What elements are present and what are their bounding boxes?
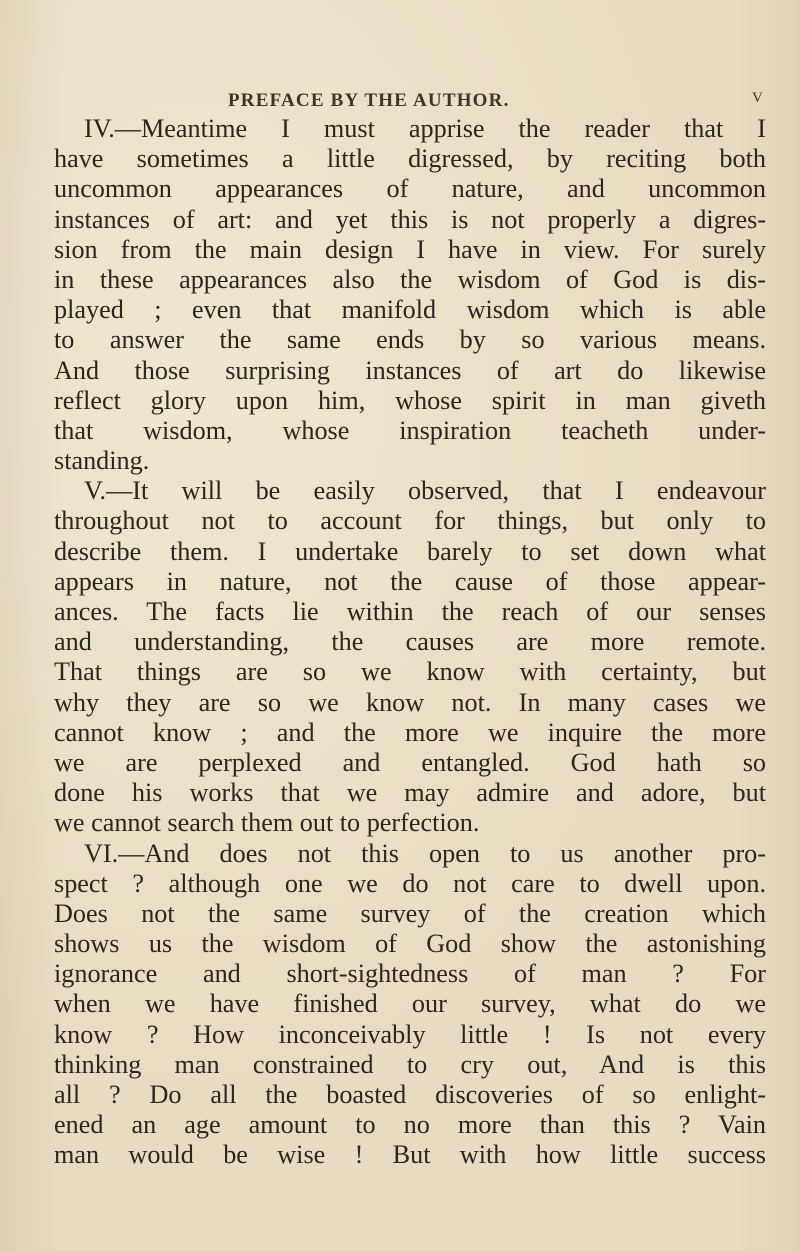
text-line: ened an age amount to no more than this ? Vain bbox=[54, 1110, 766, 1140]
text-line: reflect glory upon him, whose spirit in man giveth bbox=[54, 385, 766, 415]
text-line: VI.—And does not this open to us another pro- bbox=[84, 838, 766, 868]
text-line: uncommon appearances of nature, and uncommon bbox=[54, 174, 766, 204]
text-line: know ? How inconceivably little ! Is not every bbox=[54, 1019, 766, 1049]
text-line: all ? Do all the boasted discoveries of so enlight- bbox=[54, 1080, 766, 1109]
text-line: And those surprising instances of art do likewise bbox=[54, 355, 766, 385]
text-line: when we have finished our survey, what do we bbox=[54, 989, 766, 1019]
text-line: ignorance and short-sightedness of man ? For bbox=[54, 959, 766, 989]
text-line: That things are so we know with certainty, but bbox=[54, 657, 766, 687]
text-line: in these appearances also the wisdom of God is dis- bbox=[54, 264, 766, 294]
text-line: why they are so we know not. In many cases we bbox=[54, 687, 766, 717]
text-line: spect ? although one we do not care to dwell upon. bbox=[54, 868, 766, 898]
text-line: and understanding, the causes are more remote. bbox=[54, 627, 766, 657]
text-line: ances. The facts lie within the reach of our senses bbox=[54, 597, 766, 626]
text-line: we are perplexed and entangled. God hath so bbox=[54, 747, 766, 777]
text-line: Does not the same survey of the creation which bbox=[54, 898, 766, 928]
text-line: appears in nature, not the cause of those appear- bbox=[54, 566, 766, 596]
text-line: sion from the main design I have in view. For surely bbox=[54, 234, 766, 264]
text-line: done his works that we may admire and adore, but bbox=[54, 778, 766, 808]
text-line: describe them. I undertake barely to set down what bbox=[54, 536, 766, 566]
text-line: V.—It will be easily observed, that I endeavour bbox=[84, 476, 766, 506]
text-line: throughout not to account for things, but only to bbox=[54, 506, 766, 536]
text-line: have sometimes a little digressed, by reciting both bbox=[54, 144, 766, 174]
text-line: man would be wise ! But with how little success bbox=[54, 1140, 766, 1170]
text-line: shows us the wisdom of God show the astonishing bbox=[54, 929, 766, 959]
text-line: thinking man constrained to cry out, And is this bbox=[54, 1049, 766, 1079]
text-line: instances of art: and yet this is not properly a digres- bbox=[54, 204, 766, 234]
text-line: to answer the same ends by so various means. bbox=[54, 325, 766, 355]
body-text bbox=[54, 114, 766, 1171]
text-line: played ; even that manifold wisdom which is able bbox=[54, 295, 766, 325]
page-number: V bbox=[751, 90, 764, 106]
text-line: standing. bbox=[54, 446, 150, 476]
text-line: cannot know ; and the more we inquire the more bbox=[54, 717, 766, 747]
text-line: IV.—Meantime I must apprise the reader that I bbox=[84, 114, 766, 143]
text-line: that wisdom, whose inspiration teacheth under- bbox=[54, 415, 766, 445]
running-title: PREFACE BY THE AUTHOR. bbox=[228, 90, 510, 111]
text-line: we cannot search them out to perfection. bbox=[54, 808, 480, 838]
